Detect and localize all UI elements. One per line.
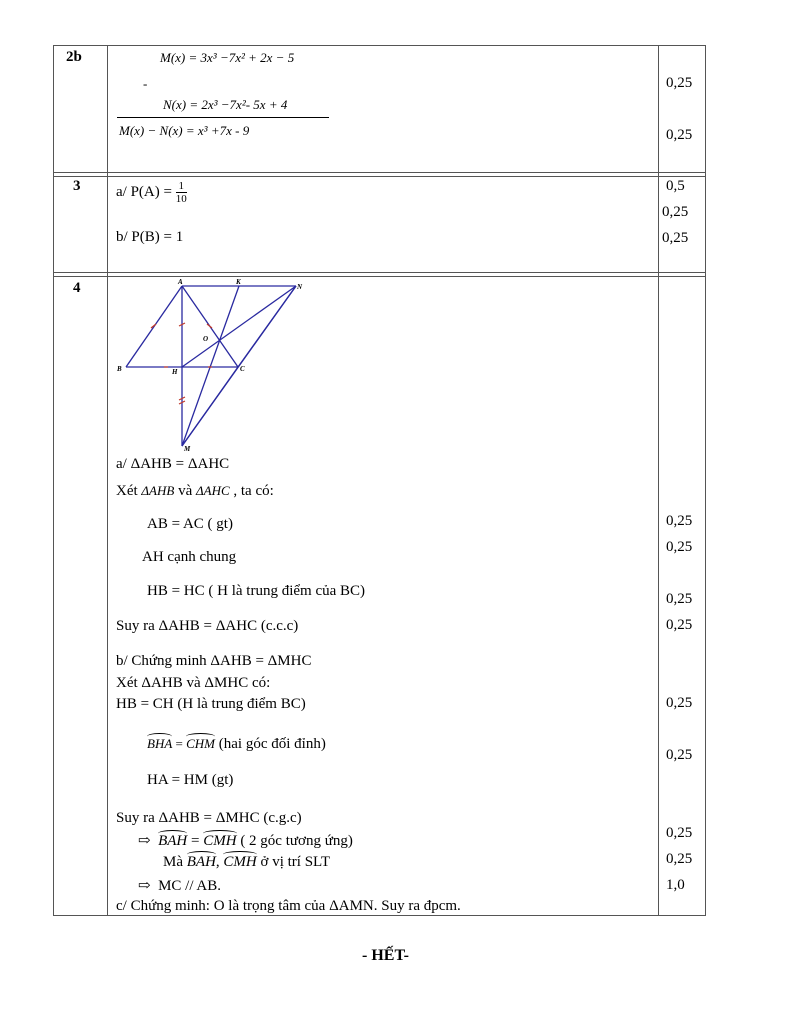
- consider-text: và: [174, 483, 196, 499]
- fraction: [176, 180, 187, 205]
- conclusion: Suy ra ΔAHB = ΔAHC (c.c.c): [116, 618, 299, 634]
- score: 0,25: [666, 75, 693, 91]
- parallel-line: [138, 876, 221, 895]
- question-label: 2b: [66, 49, 82, 65]
- score: 0,25: [666, 695, 693, 711]
- part-a-title: a/ ΔAHB = ΔAHC: [116, 456, 230, 472]
- score: 0,25: [666, 825, 693, 841]
- figure-label-m: M: [184, 445, 191, 453]
- fraction-numerator: 1: [176, 180, 187, 193]
- statement: AH cạnh chung: [142, 549, 237, 565]
- angle-chm: CHM: [186, 736, 216, 751]
- statement: HB = HC ( H là trung điểm của BC): [147, 583, 366, 599]
- part-a-consider: [116, 483, 274, 500]
- subtraction-bar: [117, 117, 329, 118]
- row-divider: [53, 172, 706, 173]
- arrow-icon: ⇨: [138, 833, 151, 849]
- segment-mk: [182, 286, 239, 446]
- table-border-left: [53, 45, 54, 916]
- figure-label-h: H: [172, 368, 178, 376]
- score: 0,25: [666, 539, 693, 555]
- implication-line: [138, 831, 353, 850]
- polynomial-result: M(x) − N(x) = x³ +7x - 9: [119, 123, 250, 138]
- question-label: 4: [73, 280, 81, 296]
- part-c-title: c/ Chứng minh: O là trọng tâm của ΔAMN. Suy ra đpcm.: [116, 898, 461, 914]
- table-border-right: [705, 45, 706, 916]
- probability-a: [116, 180, 187, 205]
- statement: Xét ΔAHB và ΔMHC có:: [116, 675, 271, 691]
- angle-bah: BAH: [158, 833, 188, 849]
- score: 0,25: [666, 591, 693, 607]
- alternate-angles-line: [163, 854, 330, 871]
- parallel-conclusion: MC // AB.: [158, 878, 222, 894]
- score: 0,25: [666, 747, 693, 763]
- triangle-ahb: ΔAHB: [141, 483, 175, 498]
- position-text: ở vị trí SLT: [256, 854, 330, 870]
- angle-statement: [147, 736, 326, 753]
- score: 0,25: [662, 204, 689, 220]
- table-border-bottom: [53, 915, 706, 916]
- end-marker: - HẾT-: [362, 947, 409, 964]
- statement: HA = HM (gt): [147, 772, 234, 788]
- segment-ab: [126, 286, 182, 367]
- figure-label-n: N: [297, 283, 303, 291]
- angle-bha: BHA: [147, 736, 173, 751]
- score: 0,25: [666, 513, 693, 529]
- score: 0,25: [666, 617, 693, 633]
- score: 0,5: [666, 178, 685, 194]
- equals-sign: =: [187, 833, 204, 849]
- statement: HB = CH (H là trung điểm BC): [116, 696, 306, 712]
- score: 0,25: [662, 230, 689, 246]
- question-label: 3: [73, 178, 81, 194]
- statement: AB = AC ( gt): [147, 516, 233, 532]
- polynomial-m: M(x) = 3x³ −7x² + 2x − 5: [160, 50, 295, 65]
- figure-label-a: A: [178, 278, 183, 286]
- probability-b: b/ P(B) = 1: [116, 229, 184, 245]
- row-divider: [53, 272, 706, 273]
- column-divider: [658, 45, 659, 916]
- score: 1,0: [666, 877, 685, 893]
- score: 0,25: [666, 851, 693, 867]
- comma: ,: [215, 854, 224, 870]
- conclusion: Suy ra ΔAHB = ΔMHC (c.g.c): [116, 810, 302, 826]
- angle-cmh: CMH: [223, 854, 257, 870]
- arrow-icon: ⇨: [138, 878, 151, 894]
- figure-label-b: B: [117, 365, 122, 373]
- consider-text: , ta có:: [229, 483, 274, 499]
- fraction-denominator: 10: [175, 193, 187, 205]
- angle-reason: (hai góc đối đỉnh): [215, 736, 326, 752]
- polynomial-n: N(x) = 2x³ −7x²- 5x + 4: [163, 97, 288, 112]
- score: 0,25: [666, 127, 693, 143]
- equals-sign: =: [172, 736, 187, 751]
- column-divider: [107, 45, 108, 916]
- geometry-figure: [112, 276, 317, 454]
- but-text: Mà: [163, 854, 187, 870]
- figure-label-o: O: [203, 335, 209, 343]
- probability-a-label: a/ P(A) =: [116, 183, 176, 200]
- angle-bah: BAH: [186, 854, 216, 870]
- figure-label-k: K: [236, 278, 241, 286]
- figure-label-c: C: [240, 365, 245, 373]
- angle-cmh: CMH: [203, 833, 237, 849]
- implication-reason: ( 2 góc tương ứng): [236, 833, 353, 849]
- tick-mark: [207, 324, 212, 328]
- triangle-ahc: ΔAHC: [196, 483, 230, 498]
- minus-sign: -: [143, 76, 148, 91]
- row-divider: [53, 176, 706, 177]
- consider-text: Xét: [116, 483, 142, 499]
- table-border-top: [53, 45, 706, 46]
- segment-hn: [182, 286, 296, 367]
- part-b-title: b/ Chứng minh ΔAHB = ΔMHC: [116, 653, 312, 669]
